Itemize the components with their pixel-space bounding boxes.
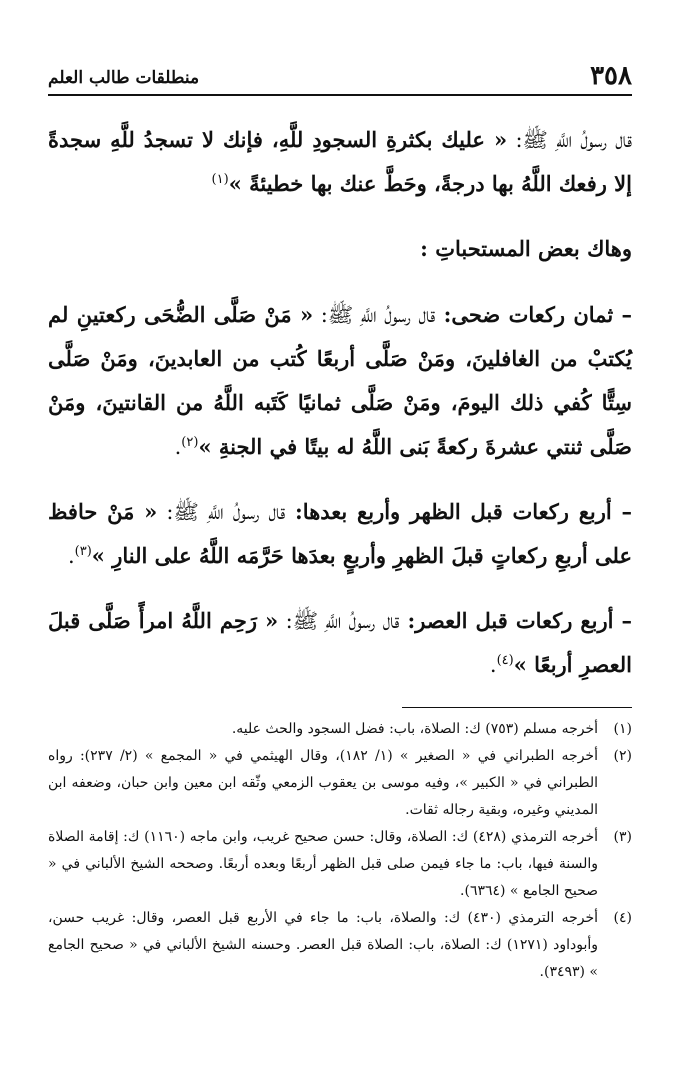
- footnote-text: أخرجه الترمذي (٤٢٨) ك: الصلاة، وقال: حسن صحيح غريب، وابن ماجه (١١٦٠) ك: إقامة الصلاة والسنة فيها، باب: ما جاء فيمن صلى قبل الظهر أربعًا وبعده أربعًا. وصححه الشيخ الألباني في « صحيح الجامع » (٦٣٦٤).: [48, 829, 599, 899]
- hadith-lead: قال رسولُ اللَّهِ ﷺ:: [313, 303, 436, 327]
- item-heading: – ثمان ركعات ضحى:: [435, 302, 632, 327]
- footnote: [48, 743, 632, 824]
- full-stop: .: [174, 435, 182, 459]
- full-stop: .: [489, 653, 497, 677]
- footnote-text: أخرجه الترمذي (٤٣٠) ك: والصلاة، باب: ما جاء في الأربع قبل العصر، وقال: غريب حسن، وأبوداود (١٢٧١) ك: الصلاة، باب: الصلاة قبل العصر. وحسنه الشيخ الألباني في « صحيح الجامع » (٣٤٩٣).: [48, 910, 599, 980]
- hadith-quote: « مَنْ صَلَّى الضُّحَى ركعتينِ لم يُكتبْ من الغافلينَ، ومَنْ صَلَّى أربعًا كُتب من العابدينَ، ومَنْ صَلَّى سِتًّا كُفي ذلك اليومَ، ومَنْ صَلَّى ثمانيًا كَتَبه اللَّهُ من القانتينَ، ومَنْ صَلَّى ثنتي عشرةَ ركعةً بَنى اللَّهُ له بيتًا في الجنةِ »: [48, 302, 632, 459]
- footnote-number: (٤): [613, 910, 632, 926]
- item-heading: – أربع ركعات قبل الظهر وأربع بعدها:: [285, 499, 633, 524]
- footnote-ref[interactable]: (٢): [181, 435, 199, 450]
- section-intro: وهاك بعض المستحباتِ :: [420, 236, 632, 261]
- hadith-quote: « عليك بكثرةِ السجودِ للَّهِ، فإنك لا تسجدُ للَّهِ سجدةً إلا رفعك اللَّهُ بها درجةً، وحَطَّ عنك بها خطيئةً »: [48, 127, 632, 196]
- footnote-ref[interactable]: (١): [211, 172, 229, 187]
- paragraph-asr: [48, 599, 632, 687]
- footnote-number: (٢): [613, 748, 632, 764]
- footnotes: [48, 716, 632, 986]
- footnote-ref[interactable]: (٣): [74, 544, 92, 559]
- footnote-text: أخرجه مسلم (٧٥٣) ك: الصلاة، باب: فضل السجود والحث عليه.: [231, 721, 598, 737]
- paragraph-duha: [48, 293, 632, 469]
- footnote-number: (١): [613, 721, 632, 737]
- footnote-number: (٣): [613, 829, 632, 845]
- footnote: [48, 716, 632, 743]
- page-header: [48, 58, 632, 96]
- page-number: ٣٥٨: [590, 61, 632, 91]
- footnote-divider: [402, 707, 632, 708]
- hadith-lead: قال رسولُ اللَّهِ ﷺ:: [157, 500, 286, 524]
- hadith-lead: قال رسولُ اللَّهِ ﷺ:: [507, 128, 633, 152]
- full-stop: .: [67, 544, 75, 568]
- paragraph-dhuhr: [48, 490, 632, 578]
- footnote: [48, 824, 632, 905]
- footnote-text: أخرجه الطبراني في « الصغير » (١/ ١٨٢)، وقال الهيثمي في « المجمع » (٢/ ٢٣٧): رواه الطبراني في « الكبير »، وفيه موسى بن يعقوب الزمعي وثّقه ابن معين وابن حبان، وضعفه ابن المديني وغيره، وبقية رجاله ثقات.: [48, 748, 598, 818]
- running-title: منطلقات طالب العلم: [48, 68, 200, 88]
- footnote: [48, 905, 632, 986]
- hadith-quote: « مَنْ حافظ على أربعِ ركعاتٍ قبلَ الظهرِ وأربعٍ بعدَها حَرَّمَه اللَّهُ على النارِ »: [48, 499, 632, 568]
- hadith-quote: « رَحِم اللَّهُ امرأً صَلَّى قبلَ العصرِ أربعًا »: [48, 608, 632, 677]
- hadith-lead: قال رسولُ اللَّهِ ﷺ:: [278, 609, 400, 633]
- main-text: [48, 118, 632, 708]
- item-heading: – أربع ركعات قبل العصر:: [399, 608, 633, 633]
- footnote-ref[interactable]: (٤): [496, 653, 514, 668]
- paragraph-intro: [48, 227, 632, 271]
- paragraph-sujood: [48, 118, 632, 206]
